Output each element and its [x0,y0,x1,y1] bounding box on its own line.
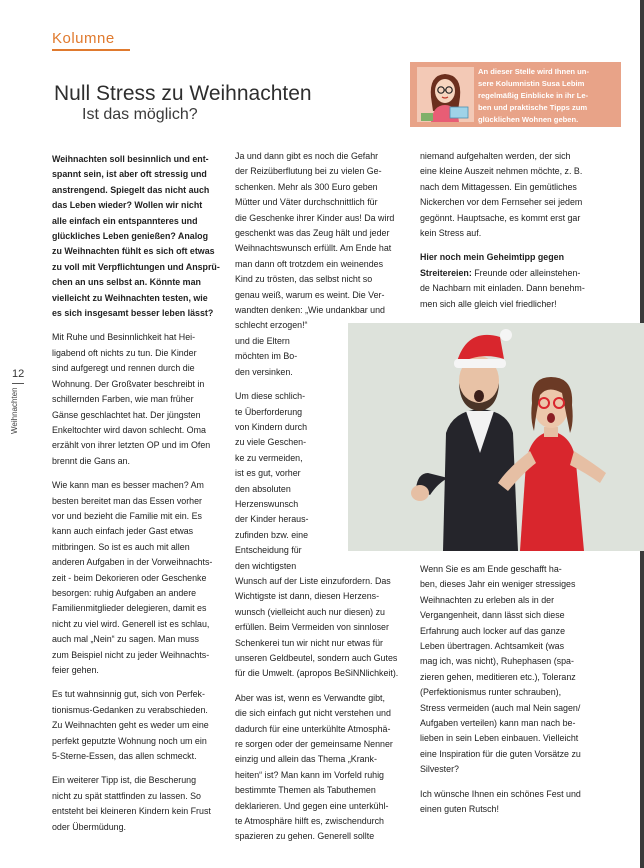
paragraph: Aber was ist, wenn es Verwandte gibt, die sich einfach gut nicht verstehen und dadurch für eine unterkühlte Atmosphä- re sorgen oder der gemeinsame Nenner einzig und allein das Thema „Krank- heiten“ ist? Man kann im Vorfeld ruhig bestimmte Themen als Tabuthemen deklarieren. Und gegen eine unterkühl- te Atmosphäre hilft es, zwischendurch spazieren zu gehen. Generell sollte [235,692,393,842]
page-number-rule [12,383,24,384]
intro-paragraph: Weihnachten soll besinnlich und ent- spannt sein, ist aber oft stressig und anstrengend. Spiegelt das nicht auch das Leben wieder? Wollen wir nicht alle einfach ein entspannteres und glückliches Leben genießen? Analog zu Weihnachten fühlt es sich oft etwas zu voll mit Verpflichtungen und Ansprü- chen an uns selbst an. Könnte man vielleicht zu Weihnachten testen, wie es sich insgesamt besser leben lässt? [52,154,220,319]
paragraph: Ja und dann gibt es noch die Gefahr der Reizüberflutung bei zu vielen Ge- schenken. Mehr als 300 Euro geben Mütter und Väter durchschnittlich für die Geschenke ihrer Kinder aus! Da wird geschenkt was das Zeug hält und jeder Weihnachtswunsch erfüllt. Am Ende hat man dann oft trotzdem ein weinendes Kind zu trösten, das selbst nicht so genau weiß, warum es weint. Die Ver- wandten denken: „Wie undankbar und schlecht erzogen!“ und die Eltern möchten im Bo- den versinken. [235,151,395,377]
paragraph: Um diese schlich- te Überforderung von Kindern durch zu viele Geschen- ke zu vermeiden, ist es gut, vorher den absoluten Herzenswunsch der Kinder heraus- zufinden bzw. eine Entscheidung für den wichtigsten Wunsch auf der Liste einzufordern. Das Wichtigste ist dann, diesen Herzens- wunsch (vielleicht auch nur diesen) zu erfüllen. Beim Vermeiden von sinnloser Schenkerei tun wir nicht nur etwas für unseren Geldbeutel, sondern auch Gutes für die Umwelt. (apropos BeSiNNlichkeit). [235,391,399,679]
column-3-bottom [420,562,620,827]
running-section-name: Weihnachten [10,387,19,434]
article-title: Null Stress zu Weihnachten [54,82,312,105]
paragraph: Hier noch mein Geheimtipp gegen Streitereien: Freunde oder alleinstehen- de Nachbarn mit einladen. Dann benehm- men sich alle gleich viel friedlicher! [420,252,585,309]
paragraph: niemand aufgehalten werden, der sich eine kleine Auszeit nehmen möchte, z. B. nach dem Mittagessen. Ein gemütliches Nickerchen vor dem Fernseher sei jedem gegönnt. Hauptsache, es kommt erst gar kein Stress auf. [420,151,583,239]
page-number: 12 [12,368,25,380]
author-info-text: An dieser Stelle wird Ihnen un- sere Kolumnistin Susa Lebim regelmäßig Einblicke in ihr Le- ben und praktische Tipps zum glücklichen Wohnen geben. [478,67,589,124]
article-subtitle: Ist das möglich? [82,106,198,123]
section-tag-underline [52,49,130,51]
column-1 [52,152,222,844]
paragraph: Es tut wahnsinnig gut, sich von Perfek- tionismus-Gedanken zu verabschieden. Zu Weihnachten geht es weder um eine perfekt geputzte Wohnung noch um ein 5-Sterne-Essen, das allen schmeckt. [52,689,209,762]
paragraph: Mit Ruhe und Besinnlichkeit hat Hei- ligabend oft nichts zu tun. Die Kinder sind aufgeregt und rennen durch die Wohnung. Der Großvater beschreibt in schillernden Farben, wie man früher Gänse geschlachtet hat. Der jüngsten Enkeltochter wird davon schlecht. Oma erzählt von ihrer letzten OP und im Ofen brennt die Gans an. [52,332,211,466]
columnist-illustration [417,67,474,122]
paragraph: Ein weiterer Tipp ist, die Bescherung nicht zu spät stattfinden zu lassen. So entsteht bei kleineren Kindern kein Frust oder Übermüdung. [52,775,211,832]
paragraph: Wie kann man es besser machen? Am besten bereitet man das Essen vorher vor und bezieht die Familie mit ein. Es kann auch einfach jeder Gast etwas mitbringen. So ist es auch mit allen anderen Aufgaben in der Vorweihnachts- zeit - beim Dekorieren oder Geschenke besorgen: ruhig Aufgaben an andere Familienmitglieder delegieren, damit es nicht zu viel wird. Generell ist es schlau, auch mal „Nein“ zu sagen. Man muss zum Beispiel nicht zu jeder Weihnachts- feier gehen. [52,480,213,675]
section-tag: Kolumne [52,30,115,47]
paragraph: Wenn Sie es am Ende geschafft ha- ben, dieses Jahr ein weniger stressiges Weihnachten zu erleben als in der Vergangenheit, dann lässt sich diese Erfahrung auch locker auf das ganze Leben übertragen. Achtsamkeit (was mag ich, was nicht), Ruhephasen (spa- zieren gehen, meditieren etc.), Toleranz (Perfektionismus runter schrauben), Stress vermeiden (auch mal Nein sagen/ Aufgaben verteilen) kann man nach be- lieben in sein Leben einbauen. Vielleicht eine Inspiration für die guten Vorsätze zu Silvester? [420,564,581,775]
column-3-top [420,149,620,321]
couple-photo [348,323,644,551]
couple-photo-illustration [348,323,644,551]
closing-paragraph: Ich wünsche Ihnen ein schönes Fest und einen guten Rutsch! [420,788,581,815]
